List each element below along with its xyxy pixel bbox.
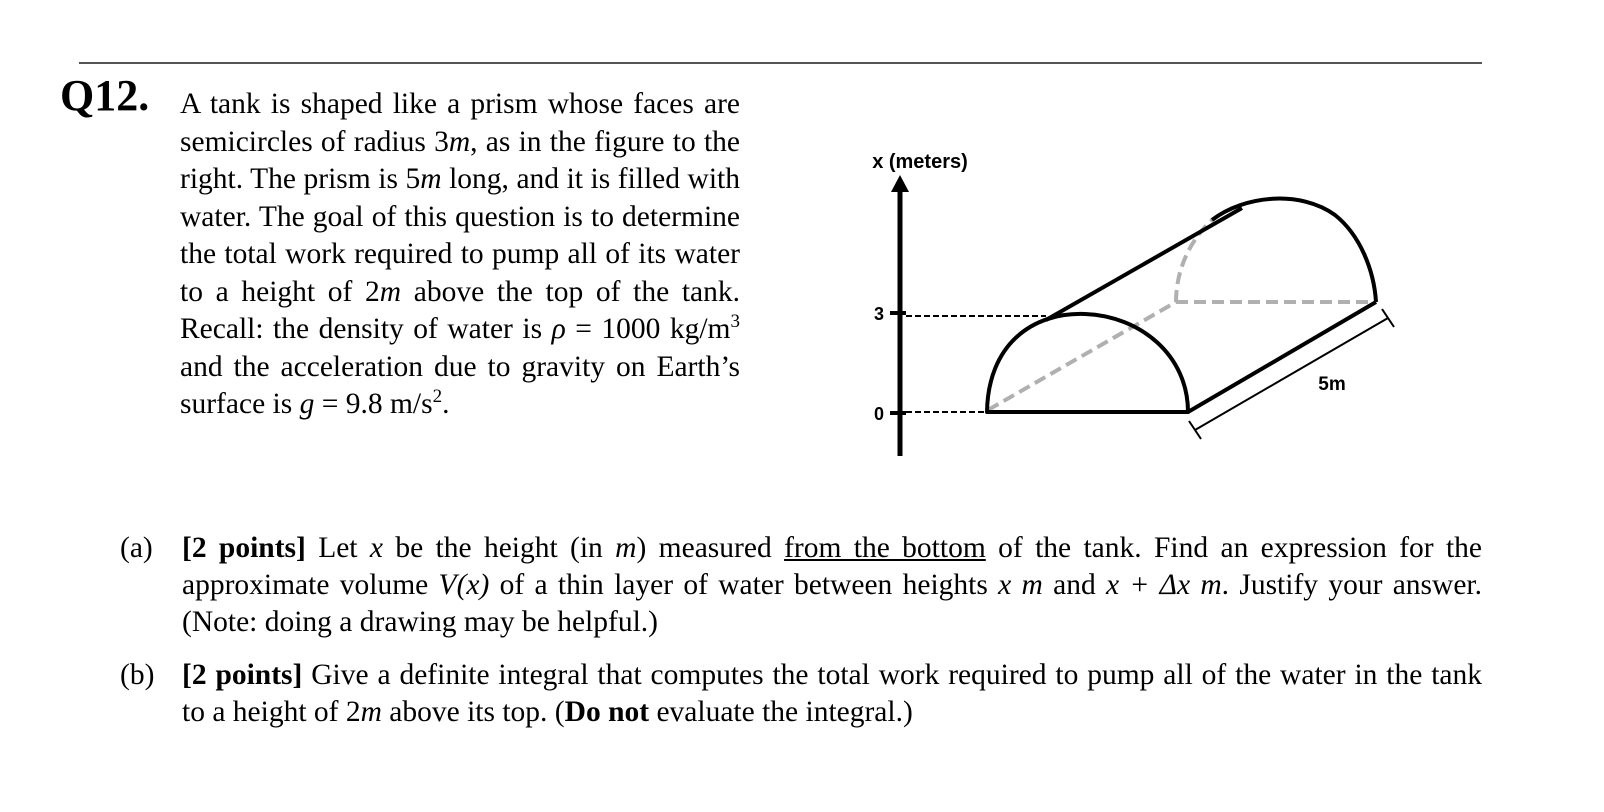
length-dimension-tick-start bbox=[1189, 421, 1201, 439]
hidden-bottom-edge bbox=[988, 302, 1176, 410]
length-dimension-tick-end bbox=[1382, 309, 1394, 327]
part-b-points: [2 points] bbox=[182, 659, 303, 691]
length-label: 5m bbox=[1318, 374, 1346, 395]
hidden-back-arc bbox=[1176, 220, 1212, 302]
question-label: Q12. bbox=[60, 71, 150, 120]
front-right-bottom-edge bbox=[1188, 302, 1376, 412]
tick-3-label: 3 bbox=[874, 304, 885, 324]
question-intro: A tank is shaped like a prism whose faces are semicircles of radius 3m, as in the figure to the right. The prism is 5m long, and it is filled with water. The goal of this question is to determine the total work required to pump all of its water to a height of 2m above the top of the tank. Recall: the density of water is ρ = 1000 $kg/m^3$ and the acceleration due to gravity on Earth’s surface is g = 9.8 $m/s^2$. bbox=[180, 88, 741, 420]
tick-0-label: 0 bbox=[874, 404, 885, 424]
do-not-emphasis: Do not bbox=[564, 696, 650, 728]
part-b-label: (b) bbox=[120, 659, 155, 691]
length-dimension-line bbox=[1195, 318, 1388, 430]
top-rule bbox=[79, 62, 1482, 64]
question-parts bbox=[120, 530, 1482, 747]
tank-figure bbox=[860, 140, 1400, 460]
back-semicircle bbox=[1212, 199, 1376, 302]
x-axis-arrowhead bbox=[891, 175, 909, 192]
part-a-points: [2 points] bbox=[182, 532, 306, 564]
part-b: (b) [2 points] Give a definite integral that computes the total work required to pump all of the water in the tank to a height of 2m above its top. (Do not evaluate the integral.) bbox=[120, 659, 1482, 728]
part-a-label: (a) bbox=[120, 532, 153, 564]
underlined-phrase: from the bottom bbox=[784, 532, 986, 564]
x-axis-label: x (meters) bbox=[872, 151, 968, 173]
front-semicircle bbox=[987, 314, 1188, 412]
part-a: (a) [2 points] Let x be the height (in m) measured from the bottom of the tank. Find an expression for the approximate volume V(x) of a thin layer of water between heights x m and x + Δx m. Justify your answer. (Note: doing a drawing may be helpful.) bbox=[120, 532, 1483, 638]
